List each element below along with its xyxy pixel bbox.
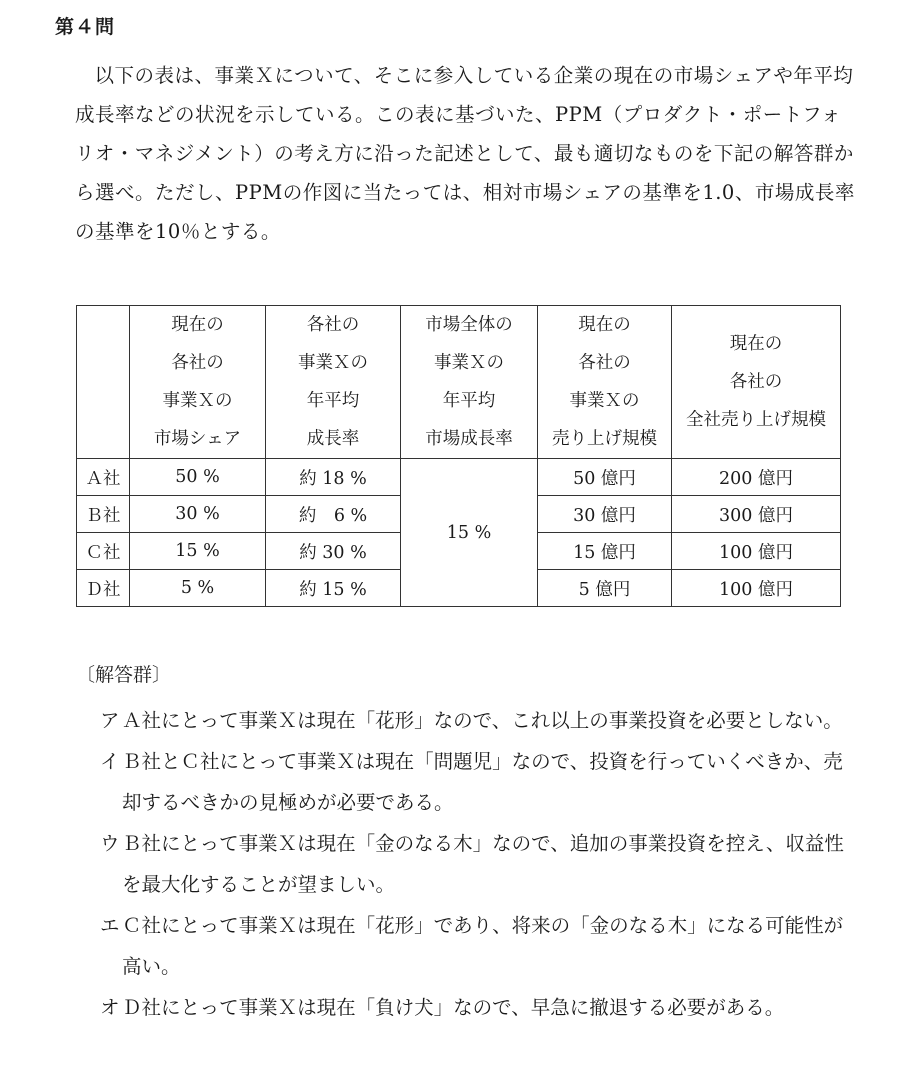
table-header-share: 現在の 各社の 事業Ｘの 市場シェア — [130, 306, 266, 459]
answer-text: Ｃ社にとって事業Ｘは現在「花形」であり、将来の「金のなる木」になる可能性が高い。 — [122, 914, 844, 978]
data-table — [76, 305, 841, 607]
answer-option-e[interactable] — [100, 905, 850, 987]
cell-company: Ｄ社 — [77, 570, 130, 607]
cell-market-growth: 15 % — [401, 459, 538, 607]
question-intro — [75, 56, 855, 251]
cell-company: Ａ社 — [77, 459, 130, 496]
cell-growth: 約 6 % — [266, 496, 401, 533]
table-header-growth: 各社の 事業Ｘの 年平均 成長率 — [266, 306, 401, 459]
table-header-total-sales: 現在の 各社の 全社売り上げ規模 — [672, 306, 841, 459]
table-header-blank — [77, 306, 130, 459]
answer-key: ア — [100, 709, 120, 732]
cell-growth: 約 30 % — [266, 533, 401, 570]
answer-key: イ — [100, 750, 120, 773]
answer-text: Ｂ社にとって事業Ｘは現在「金のなる木」なので、追加の事業投資を控え、収益性を最大化することが望ましい。 — [122, 832, 844, 896]
cell-company: Ｃ社 — [77, 533, 130, 570]
answer-text: Ｂ社とＣ社にとって事業Ｘは現在「問題児」なので、投資を行っていくべきか、売却するべきかの見極めが必要である。 — [122, 750, 843, 814]
table-header-row — [77, 306, 841, 459]
cell-total: 100 億円 — [672, 533, 841, 570]
answer-option-o[interactable] — [100, 987, 850, 1028]
answers-heading: 〔解答群〕 — [76, 664, 172, 686]
cell-share: 15 % — [130, 533, 266, 570]
cell-sales: 5 億円 — [538, 570, 672, 607]
cell-company: Ｂ社 — [77, 496, 130, 533]
cell-growth: 約 15 % — [266, 570, 401, 607]
intro-paragraph: 以下の表は、事業Ｘについて、そこに参入している企業の現在の市場シェアや年平均成長率などの状況を示している。この表に基づいた、PPM（プロダクト・ポートフォリオ・マネジメント）の考え方に沿った記述として、最も適切なものを下記の解答群から選べ。ただし、PPMの作図に当たっては、相対市場シェアの基準を1.0、市場成長率の基準を10％とする。 — [75, 64, 855, 243]
answer-option-u[interactable] — [100, 823, 850, 905]
answer-option-a[interactable] — [100, 700, 850, 741]
answer-text: Ａ社にとって事業Ｘは現在「花形」なので、これ以上の事業投資を必要としない。 — [122, 709, 843, 732]
answer-list — [100, 700, 850, 1028]
question-title: 第４問 — [55, 16, 116, 38]
table-header-sales: 現在の 各社の 事業Ｘの 売り上げ規模 — [538, 306, 672, 459]
answer-option-i[interactable] — [100, 741, 850, 823]
table-row — [77, 459, 841, 496]
cell-total: 300 億円 — [672, 496, 841, 533]
answer-text: Ｄ社にとって事業Ｘは現在「負け犬」なので、早急に撤退する必要がある。 — [122, 996, 785, 1019]
cell-share: 50 % — [130, 459, 266, 496]
answer-key: エ — [100, 914, 120, 937]
answer-key: オ — [100, 996, 120, 1019]
cell-share: 5 % — [130, 570, 266, 607]
cell-total: 200 億円 — [672, 459, 841, 496]
cell-total: 100 億円 — [672, 570, 841, 607]
answer-key: ウ — [100, 832, 120, 855]
cell-sales: 50 億円 — [538, 459, 672, 496]
cell-sales: 30 億円 — [538, 496, 672, 533]
cell-sales: 15 億円 — [538, 533, 672, 570]
cell-share: 30 % — [130, 496, 266, 533]
cell-growth: 約 18 % — [266, 459, 401, 496]
table-header-market-growth: 市場全体の 事業Ｘの 年平均 市場成長率 — [401, 306, 538, 459]
